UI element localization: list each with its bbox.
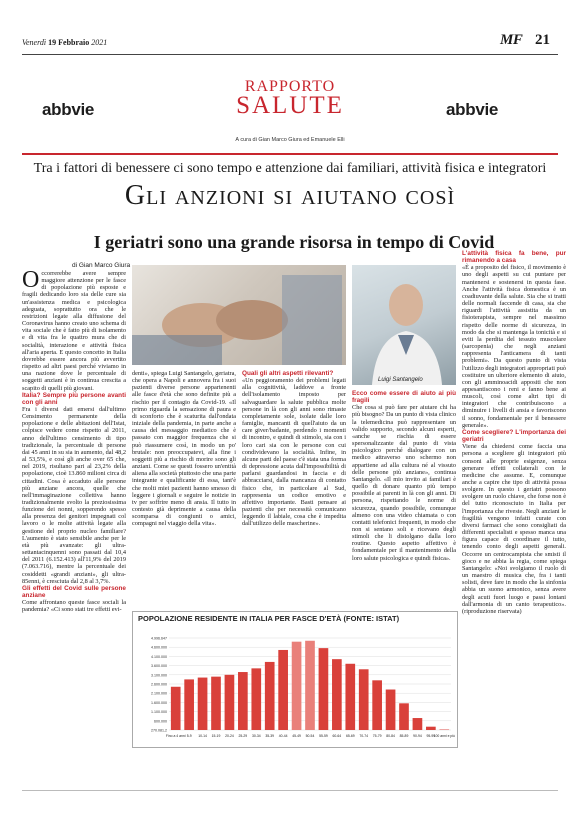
sponsor-logo-left: abbvie	[42, 100, 95, 119]
byline: di Gian Marco Giura	[72, 262, 131, 269]
x-tick-label: 50-54	[305, 734, 315, 738]
paragraph: «Un peggioramento dei problemi legati alla cognitività, laddove a fronte dell'isolamento imposto per salvaguardare la salute pubblica molte persone in là con gli anni sono rimaste completamente sole, isolate dalle loro famiglie, mancanti di quell'aiuto da un care giver/badante, perdendo i momenti di incontro, e quindi di stimolo, sia con i loro cari sia con le persone con cui condividevano la socialità. Infine, in alcune parti del paese c'è stata una forma di depressione acuta dall'impossibilità di parlarsi guardandosi in faccia e di abbracciarsi, dalla mancanza di contatto fisico che, in particolare al Sud, rappresenta un codice emotivo e affettivo importante. Basti pensare ai pazienti che per necessità comunicano leggendo il labiale, cosa che è impedita dall'utilizzo delle mascherine».	[242, 377, 346, 528]
paragraph: Che cosa si può fare per aiutare chi ha più bisogno? Da un punto di vista clinico la telemedicina può rappresentare un valido supporto, secondo alcuni esperti, «anche se rischia di essere spersonalizzante dal punto di vista psicologico perché dialogare con un medico attraverso uno schermo non appartiene ad alla cultura né al vissuto delle persone più anziane», continua Santangelo. «Il mio invito ai familiari è quello di donare quanto più tempo possibile ai parenti in là con gli anni. Di persona, rispettando le norme di sicurezza, quando possibile, comunque almeno con una video chiamata o con contatti telefonici frequenti, in modo che non si sentano soli e ricevano degli stimoli che li distolgano dalla loro routine. Questo aspetto affettivo è fondamentale per il mantenimento della loro salute psicologica e quindi fisica».	[352, 404, 456, 562]
paragraph: Fra i diversi dati emersi dall'ultimo Censimento permanente della popolazione e delle abitazioni dell'Istat, colpisce vedere come rispetto al 2011, anno dell'ultimo censimento di tipo tradizionale, la percentuale di persone dai 45 anni in su sia in aumento, dal 48,2 al 53,5%, e così gli anche over 65 che, nel 2019, risultano pari al 23,2% della popolazione, cioè 13.860 milioni circa di cittadini. Cosa è accaduto alle persone più anziane ancora, quelle che nell'immaginazione collettiva hanno tradizionalmente svolto la preziosissima funzione dei nonni, sopperendo spesso alla presenza dei genitori impegnati col lavoro o le molte attività legate alla gestione del proprio nucleo familiare? L'aumento è stato sensibile anche per le età più avanzate: gli ultra-settantacinquenni sono passati dal 10,4 del 2011 (6.152.413) all'11,9% del 2019 (7.063.716), mentre la percentuale dei cosiddetti «grandi anziani», gli ultra-85enni, è cresciuta dal 2,8 al 3,7%.	[22, 405, 126, 585]
article-column-3	[242, 370, 346, 527]
article-subtitle: I geriatri sono una grande risorsa in tempo di Covid	[93, 232, 495, 252]
x-tick-label: 10-14	[198, 734, 207, 738]
y-tick-label: 4.100.000	[151, 654, 167, 659]
chart-title: POPOLAZIONE RESIDENTE IN ITALIA PER FASCE D'ETÀ (FONTE: ISTAT)	[138, 614, 400, 623]
footer-rule	[22, 790, 558, 791]
x-tick-label: 55-59	[319, 734, 328, 738]
population-chart	[132, 611, 458, 748]
x-tick-label: Fino a 4 anni	[165, 734, 186, 738]
bar	[225, 675, 235, 730]
section-name: SALUTE	[236, 92, 344, 119]
bar	[171, 687, 181, 730]
x-tick-label: 20-24	[225, 734, 234, 738]
x-tick-label: 40-44	[278, 734, 288, 738]
photo-luigi-santangelo	[352, 265, 456, 385]
x-tick-label: 85-89	[399, 734, 409, 738]
paragraph: «È a proposito del fisico, il movimento è uno degli aspetti su cui puntare per mantenersi e sostenersi in questa fase. Anche l'attività fisica domestica è un coadiuvante della salute. Sia che si tratti delle normali faccende di casa, sia che riguardi l'attività assistita da un fisioterapista, sempre nel massimo rispetto delle norme di sicurezza, in modo da che si mantenga la tonicità e si eviti la perdita del tessuto muscolare (sarcopenia) che negli anziani rappresenta l'anticamera di tanti problemi». Da questo punto di vista l'utilizzo degli integratori appropriati può costituire un ulteriore elemento di aiuto, con gli amminoacidi appositi che non appesantiscono i reni e fanno bene ai muscoli, così come altri tipi di integratori che contribuiscono a diminuire i livelli di ansia e favoriscono il sonno, fondamentale per il benessere generale».	[462, 264, 566, 429]
section-credits: A cura di Gian Marco Giura ed Emanuele Elli	[235, 137, 345, 143]
bar	[278, 650, 288, 730]
bar	[184, 679, 194, 730]
bar	[359, 669, 369, 730]
y-tick-label: 270.081,2	[151, 728, 167, 733]
subheading: Come scegliere? L'importanza dei geriatri	[462, 428, 566, 444]
x-tick-label: 30-34	[251, 734, 261, 738]
x-tick-label: 95-99	[426, 734, 436, 738]
article-column-4	[352, 390, 456, 562]
y-tick-label: 3.600.000	[151, 664, 167, 669]
x-tick-label: 15-19	[211, 734, 221, 738]
photo-elderly-hands	[132, 265, 346, 365]
subheading: Ecco come essere di aiuto ai più fragili	[352, 390, 456, 405]
bar	[265, 662, 275, 730]
y-tick-label: 2.100.000	[151, 691, 167, 696]
bar	[426, 727, 436, 730]
article-column-2	[132, 370, 236, 527]
y-tick-label: 600.000	[154, 719, 167, 724]
x-tick-label: 100 anni e più	[433, 734, 455, 738]
bar	[319, 648, 329, 730]
x-tick-label: 25-29	[238, 734, 248, 738]
article-title: Gli anzioni si aiutano così	[124, 180, 456, 211]
y-tick-label: 4.996.647	[151, 636, 167, 641]
subheading: L'attività fisica fa bene, pur rimanendo a casa	[462, 250, 566, 265]
paper-logo: MF	[500, 32, 523, 48]
sponsor-logo-right: abbvie	[446, 100, 499, 119]
article-kicker: Tra i fattori di benessere ci sono tempo e attenzione dai familiari, attività fisica e integratori	[33, 161, 547, 176]
x-tick-label: 70-74	[359, 734, 369, 738]
bar	[211, 677, 221, 730]
bar	[305, 641, 315, 730]
bar	[198, 678, 208, 730]
header-rule	[22, 54, 558, 55]
photo-caption: Luigi Santangelo	[378, 377, 423, 383]
section-divider	[22, 153, 558, 155]
y-tick-label: 1.100.000	[151, 710, 167, 715]
subheading: Quali gli altri aspetti rilevanti?	[242, 370, 334, 377]
issue-date: Venerdì 19 Febbraio 2021	[22, 38, 108, 47]
y-tick-label: 4.600.000	[151, 645, 167, 650]
subheading: Italia? Sempre più persone avanti con gli anni	[22, 391, 126, 406]
paragraph: Viene da chiedersi come faccia una persona a scegliere gli integratori più consoni alle proprie esigenze, senza generare effetti collaterali con le medicine che assume. E, comunque anche a capire che tipo di attività possa svolgere. In questo i geriatri possono svolgere un ruolo chiave, che forse non è del tutto riconosciuto in Italia per l'importanza che rivestе. Negli anziani le fragilità vengono infatti curate con diversi farmaci che sono consigliati da differenti specialisti e spesso manca una figura capace di coordinare il tutto, tenendo conto degli aspetti generali. Occorre un centrocampista che smisti il gioco e ne abbia la regia, come spiega Santangelo: «Noi svolgiamo il ruolo di un maestro di musica che, fra i tanti solisti, deve fare in modo che la sinfonia abbia un suono armonico, senza avere degli acuti fuori luogo e passi lontani dall'armonia di un canto terapeutico». (riproduzione riservata)	[462, 443, 566, 615]
x-tick-label: 60-64	[332, 734, 342, 738]
bar	[372, 680, 382, 730]
x-tick-label: 45-49	[292, 734, 301, 738]
x-tick-label: 80-84	[386, 734, 395, 738]
y-tick-label: 1.600.000	[151, 700, 167, 705]
x-tick-label: 90-94	[413, 734, 422, 738]
x-tick-label: 75-79	[372, 734, 382, 738]
article-column-5	[462, 250, 566, 615]
section-kicker: RAPPORTO	[244, 78, 336, 95]
paragraph: Come affrontano queste fasce sociali la pandemia? «Ci sono stati tre effetti evi-	[22, 599, 126, 614]
y-tick-label: 3.100.000	[151, 673, 167, 678]
bar	[386, 690, 396, 730]
bar	[413, 718, 423, 730]
bar	[345, 664, 355, 730]
bar	[399, 703, 409, 730]
paragraph: Occorrerebbe avere sempre maggiore attenzione per le fasce di popolazione più esposte e fragili dedicando loro sia delle cure sia un'assistenza medica e psicologica adeguata, soprattutto ora che le restrizioni legate alla diffusione del Coronavirus hanno creato uno schema di vita sociale che è fatto più di isolamento e di vita fra le quattro mura che di socialità, interazione e attività fisica all'aria aperta. E questo concetto in Italia dovrebbe essere ancora più avvertito rispetto ad altri paesi perché viviamo in una nazione dove le percentuale di soggetti anziani è in continua crescita a scapito di quelli più giovani.	[22, 267, 126, 392]
bar	[292, 642, 302, 730]
page-number: 21	[535, 32, 550, 48]
y-tick-label: 2.600.000	[151, 682, 167, 687]
subheading: Gli effetti del Covid sulle persone anziane	[22, 584, 126, 600]
drop-cap: O	[22, 267, 40, 293]
population-chart-svg	[133, 612, 457, 747]
bar	[251, 668, 261, 730]
x-tick-label: 35-39	[265, 734, 275, 738]
x-tick-label: 5-9	[186, 734, 192, 738]
x-tick-label: 65-69	[345, 734, 355, 738]
bar	[238, 672, 248, 730]
article-column-1	[22, 267, 126, 614]
paragraph: denti», spiega Luigi Santangelo, geriatra, che opera a Napoli e annovera fra i suoi pazienti diverse persone appartenenti alle fasce d'età che sono definite più a rischio per il contagio da Covid-19. «Il primo riguarda la sensazione di paura e di sconforto che è scaturita dall'ondata iniziale della pandemia, in parte anche a causa del messaggio mediatico che è passato con maggior frequenza che si può riassumere così, in modo un po' brutale: non preoccupatevi, alla fine i soggetti più a rischio di morire sono gli anziani. Come se questi fossero un'entità aliena alla società piuttosto che una parte integrante e qualificante di essa, tant'è che molti miei pazienti hanno smesso di leggere i giornali e seguire le notizie in tv per soffrire meno di ansia. Il tutto in contesto già deprimente a causa della scomparsa di congiunti o amici, compagni nel viaggio della vita».	[132, 370, 236, 528]
bar	[332, 659, 342, 730]
